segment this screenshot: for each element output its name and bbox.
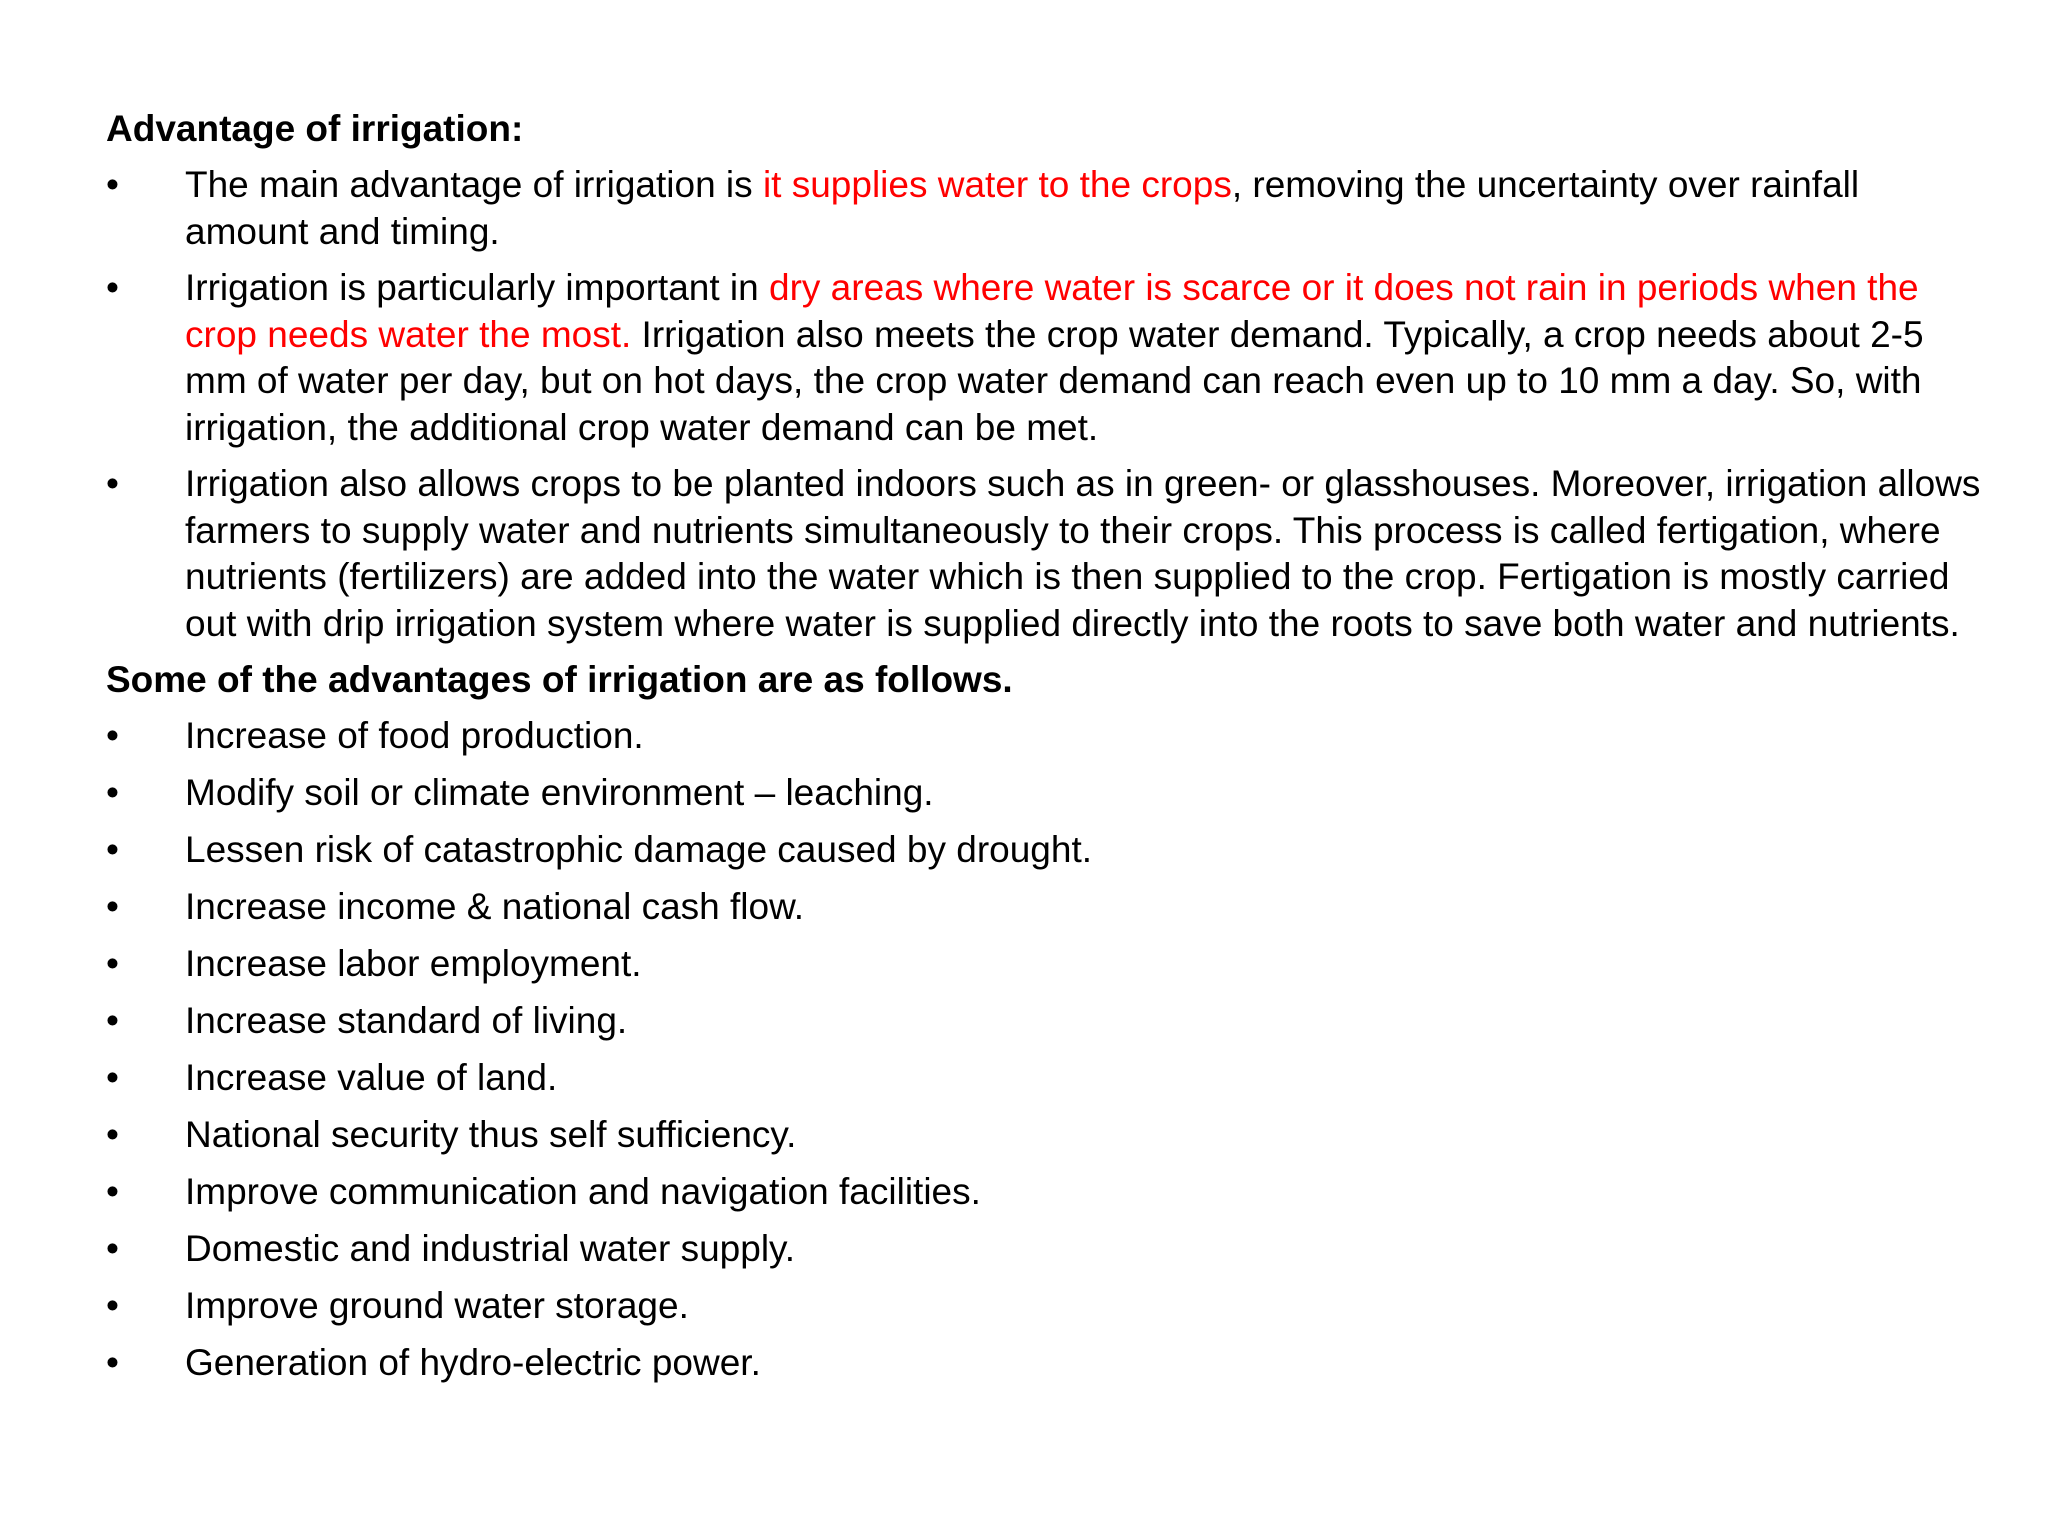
bullet-icon: • (106, 886, 119, 927)
list-item (106, 1340, 1986, 1387)
list-item (106, 827, 1986, 874)
advantage-list (106, 162, 1986, 647)
text-run: , removing the uncertainty over rainfall amount and timing. (185, 164, 1860, 252)
bullet-icon: • (106, 267, 119, 308)
text-run: Irrigation also meets the crop water demand. Typically, a crop needs about 2-5 mm of water per day, but on hot days, the crop water demand can reach even up to 10 mm a day. So, with irrigation, the additional crop water demand can be met. (185, 313, 1924, 448)
list-item (106, 1283, 1986, 1330)
list-item-text: Modify soil or climate environment – leaching. (185, 772, 934, 813)
bullet-icon: • (106, 1000, 119, 1041)
list-item-text: Increase value of land. (185, 1057, 558, 1098)
list-item (106, 1112, 1986, 1159)
list-item (106, 1169, 1986, 1216)
highlight-text: dry areas where water is scarce or it does not rain in periods when the crop needs water the most. (185, 267, 1919, 355)
slide-content (106, 106, 1986, 1397)
bullet-icon: • (106, 1057, 119, 1098)
list-item-text: Generation of hydro-electric power. (185, 1342, 761, 1383)
bullet-icon: • (106, 829, 119, 870)
bullet-icon: • (106, 463, 119, 504)
advantages-bullet-list (106, 713, 1986, 1387)
list-item (106, 713, 1986, 760)
list-item (106, 998, 1986, 1045)
list-item (106, 461, 1986, 647)
list-item-text: Improve communication and navigation facilities. (185, 1171, 981, 1212)
list-item-text: Improve ground water storage. (185, 1285, 689, 1326)
section-heading-advantage: Advantage of irrigation: (106, 108, 524, 149)
bullet-icon: • (106, 164, 119, 205)
list-item (106, 162, 1986, 255)
list-item-text: Increase standard of living. (185, 1000, 628, 1041)
bullet-icon: • (106, 1285, 119, 1326)
bullet-icon: • (106, 1114, 119, 1155)
bullet-icon: • (106, 1228, 119, 1269)
list-item-text: Increase income & national cash flow. (185, 886, 805, 927)
bullet-icon: • (106, 772, 119, 813)
text-run: The main advantage of irrigation is (185, 164, 763, 205)
list-item-text: Increase labor employment. (185, 943, 642, 984)
list-item-text: Increase of food production. (185, 715, 644, 756)
list-item-text: Domestic and industrial water supply. (185, 1228, 796, 1269)
section-heading-advantages-list: Some of the advantages of irrigation are as follows. (106, 659, 1013, 700)
text-run: Irrigation is particularly important in (185, 267, 769, 308)
bullet-icon: • (106, 715, 119, 756)
text-run: Irrigation also allows crops to be planted indoors such as in green- or glasshouses. Moreover, irrigation allows farmers to supply water and nutrients simultaneously to their crops. This process is called fertigation, where nutrients (fertilizers) are added into the water which is then supplied to the crop. Fertigation is mostly carried out with drip irrigation system where water is supplied directly into the roots to save both water and nutrients. (185, 463, 1981, 644)
bullet-icon: • (106, 1171, 119, 1212)
list-item-text: Lessen risk of catastrophic damage caused by drought. (185, 829, 1093, 870)
list-item (106, 884, 1986, 931)
bullet-icon: • (106, 1342, 119, 1383)
highlight-text: it supplies water to the crops (762, 164, 1232, 205)
list-item (106, 1055, 1986, 1102)
list-item-text: National security thus self sufficiency. (185, 1114, 797, 1155)
list-item (106, 941, 1986, 988)
list-item (106, 265, 1986, 451)
bullet-icon: • (106, 943, 119, 984)
list-item (106, 770, 1986, 817)
list-item (106, 1226, 1986, 1273)
